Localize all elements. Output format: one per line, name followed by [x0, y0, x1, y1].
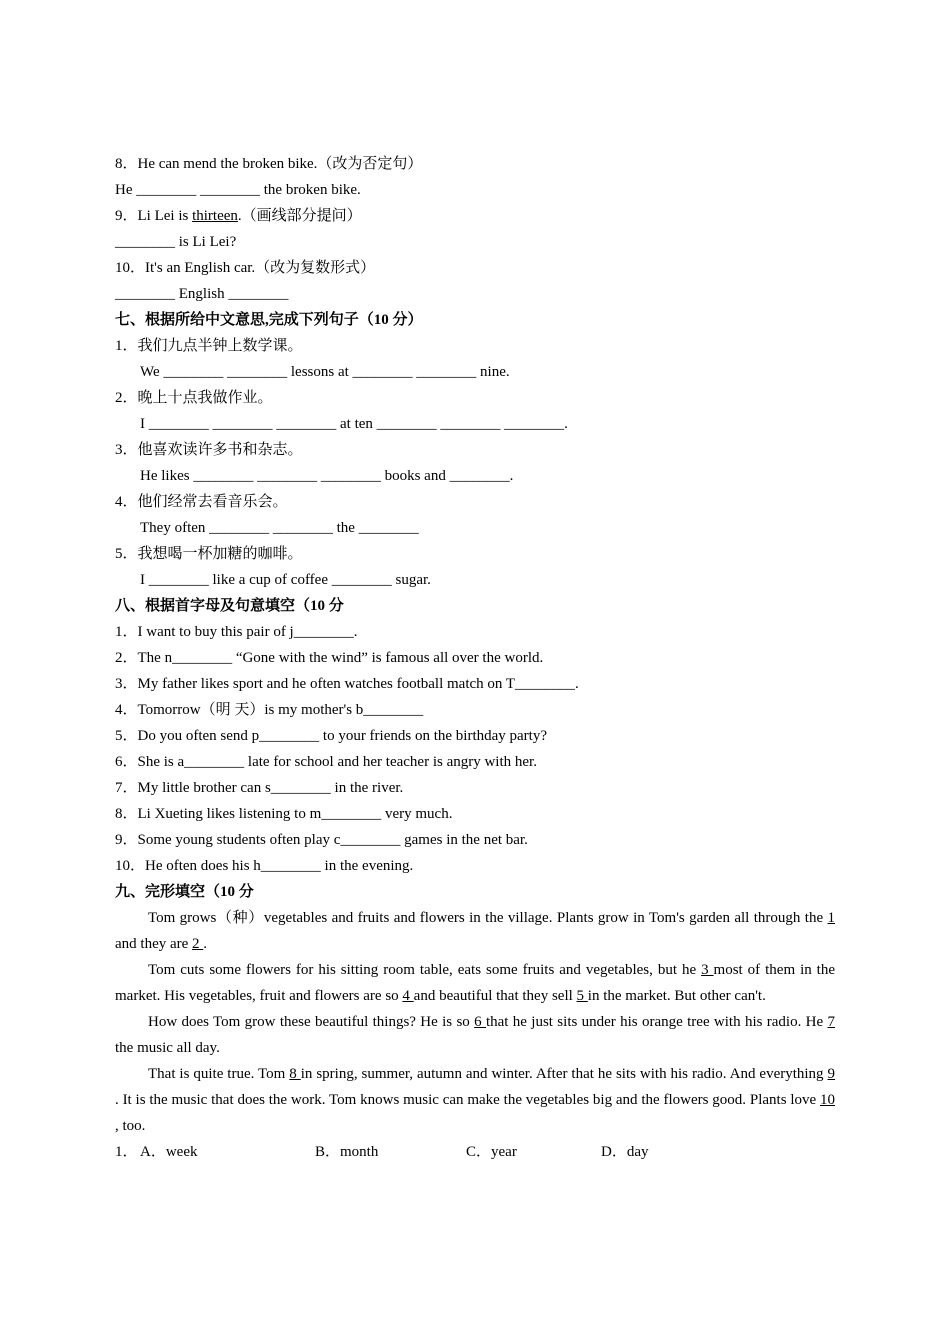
s7-answer-4: They often ________ ________ the ________ — [140, 520, 419, 536]
answer-s6-10: ________ English ________ — [115, 286, 289, 302]
text: that he just sits under his orange tree with his radio. He — [485, 1014, 828, 1030]
s7-question-4: 4．他们经常去看音乐会。 — [115, 494, 288, 510]
blank-9: 9 — [827, 1066, 836, 1082]
blank-6: 6 — [474, 1014, 486, 1030]
cloze-paragraph-2 — [115, 957, 835, 1009]
blank-3: 3 — [701, 962, 714, 978]
question-s6-9-post: .（画线部分提问） — [237, 208, 362, 224]
text: and beautiful that they sell — [413, 988, 577, 1004]
cloze-options-1 — [115, 1139, 835, 1165]
text: That is quite true. Tom — [148, 1066, 290, 1082]
text: the music all day. — [115, 1040, 220, 1056]
section-9-heading: 九、完形填空（10 分 — [115, 884, 254, 900]
text: most of them in the market. His vegetables, fruit and flowers are so — [115, 962, 836, 1004]
s8-item-2: 2．The n________ “Gone with the wind” is famous all over the world. — [115, 650, 544, 666]
blank-5: 5 — [576, 988, 588, 1004]
blank-8: 8 — [289, 1066, 301, 1082]
text: Tom cuts some flowers for his sitting room table, eats some fruits and vegetables, but he — [148, 962, 702, 978]
blank-1: 1 — [827, 910, 835, 926]
option-c: C．year — [466, 1144, 517, 1160]
question-s6-9 — [115, 203, 835, 229]
s7-question-2: 2．晚上十点我做作业。 — [115, 390, 273, 406]
s7-answer-1: We ________ ________ lessons at ________ ________ nine. — [140, 364, 510, 380]
s8-item-10: 10．He often does his h________ in the evening. — [115, 858, 414, 874]
section-7-heading: 七、根据所给中文意思,完成下列句子（10 分） — [115, 312, 423, 328]
s8-item-5: 5．Do you often send p________ to your friends on the birthday party? — [115, 728, 548, 744]
s7-answer-5: I ________ like a cup of coffee ________ sugar. — [140, 572, 431, 588]
cloze-paragraph-3 — [115, 1009, 835, 1061]
cloze-paragraph-4 — [115, 1061, 835, 1139]
question-s6-10: 10．It's an English car.（改为复数形式） — [115, 260, 376, 276]
s7-answer-3: He likes ________ ________ ________ books and ________. — [140, 468, 514, 484]
section-8-heading: 八、根据首字母及句意填空（10 分 — [115, 598, 344, 614]
option-a: A．week — [140, 1144, 198, 1160]
s8-item-9: 9．Some young students often play c________ games in the net bar. — [115, 832, 528, 848]
option-d: D．day — [601, 1144, 649, 1160]
option-b: B．month — [315, 1144, 379, 1160]
s8-item-8: 8．Li Xueting likes listening to m________ very much. — [115, 806, 453, 822]
text: . It is the music that does the work. Tom knows music can make the vegetables big and the flowers good. Plants love — [115, 1092, 820, 1108]
s8-item-3: 3．My father likes sport and he often watches football match on T________. — [115, 676, 579, 692]
s8-item-1: 1．I want to buy this pair of j________. — [115, 624, 358, 640]
text: in the market. But other can't. — [587, 988, 766, 1004]
s8-item-6: 6．She is a________ late for school and her teacher is angry with her. — [115, 754, 537, 770]
text: Tom grows（种）vegetables and fruits and flowers in the village. Plants grow in Tom's garden all through the — [148, 910, 828, 926]
cloze-paragraph-1 — [115, 905, 835, 957]
underlined-word: thirteen — [192, 208, 238, 224]
blank-7: 7 — [827, 1014, 836, 1030]
text: and they are — [115, 936, 193, 952]
s8-item-4: 4．Tomorrow（明 天）is my mother's b________ — [115, 702, 424, 718]
text: How does Tom grow these beautiful things? He is so — [148, 1014, 475, 1030]
text: . — [203, 936, 208, 952]
text: , too. — [115, 1118, 146, 1134]
exam-content — [115, 151, 835, 1165]
question-s6-9-pre: 9．Li Lei is — [115, 208, 193, 224]
option-number: 1． — [115, 1144, 138, 1160]
blank-2: 2 — [192, 936, 204, 952]
s7-answer-2: I ________ ________ ________ at ten ________ ________ ________. — [140, 416, 568, 432]
s7-question-5: 5．我想喝一杯加糖的咖啡。 — [115, 546, 303, 562]
s7-question-3: 3．他喜欢读许多书和杂志。 — [115, 442, 303, 458]
blank-4: 4 — [402, 988, 414, 1004]
question-s6-8: 8．He can mend the broken bike.（改为否定句） — [115, 156, 423, 172]
text: in spring, summer, autumn and winter. After that he sits with his radio. And everything — [300, 1066, 828, 1082]
s7-question-1: 1．我们九点半钟上数学课。 — [115, 338, 303, 354]
answer-s6-8: He ________ ________ the broken bike. — [115, 182, 361, 198]
s8-item-7: 7．My little brother can s________ in the river. — [115, 780, 404, 796]
blank-10: 10 — [820, 1092, 835, 1108]
answer-s6-9: ________ is Li Lei? — [115, 234, 237, 250]
